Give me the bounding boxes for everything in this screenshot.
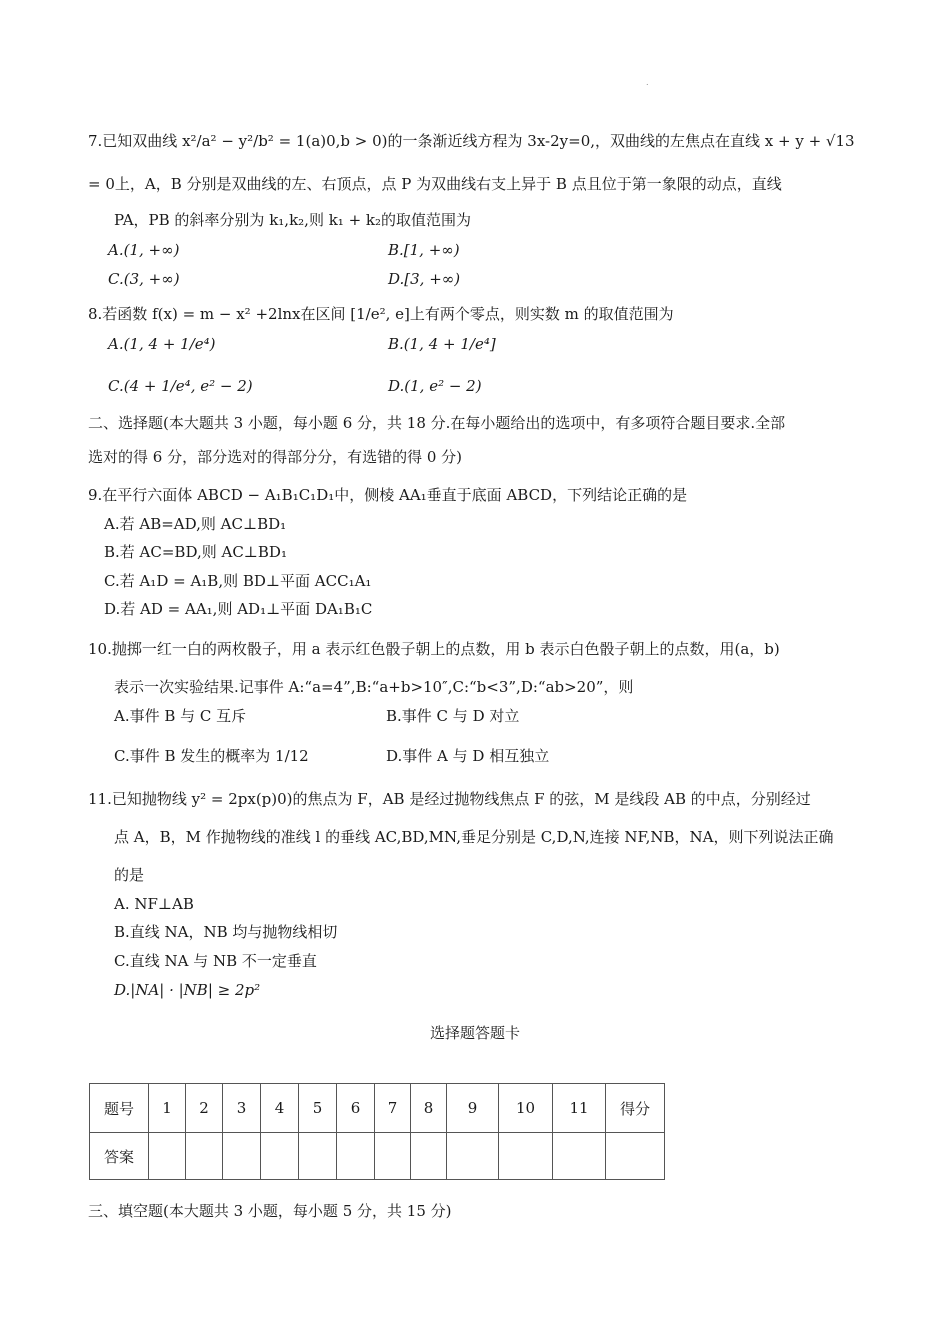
q11-line-3: 的是 <box>114 866 145 884</box>
answer-cell-11[interactable] <box>553 1133 606 1180</box>
q9-option-a: A.若 AB=AD,则 AC⊥BD₁ <box>104 515 287 533</box>
answer-card-title: 选择题答题卡 <box>429 1024 520 1042</box>
header-cell-2: 2 <box>186 1084 223 1133</box>
answer-card-table <box>89 1083 665 1180</box>
q7-option-b: B.[1, +∞) <box>388 241 460 259</box>
q8-option-d: D.(1, e² − 2) <box>388 377 482 395</box>
q9-option-b: B.若 AC=BD,则 AC⊥BD₁ <box>104 543 287 561</box>
answer-row-label: 答案 <box>90 1133 149 1180</box>
header-cell-5: 5 <box>299 1084 337 1133</box>
header-cell-11: 11 <box>553 1084 606 1133</box>
corner-mark: . <box>646 78 649 87</box>
answer-card-answer-row <box>90 1133 665 1180</box>
header-cell-7: 7 <box>375 1084 411 1133</box>
answer-cell-4[interactable] <box>261 1133 299 1180</box>
answer-cell-8[interactable] <box>411 1133 447 1180</box>
q8-option-a: A.(1, 4 + 1/e⁴) <box>108 335 216 353</box>
answer-card-header-row <box>90 1084 665 1133</box>
answer-cell-3[interactable] <box>223 1133 261 1180</box>
answer-cell-5[interactable] <box>299 1133 337 1180</box>
header-cell-10: 10 <box>499 1084 553 1133</box>
q7-option-d: D.[3, +∞) <box>388 270 461 288</box>
q7-line-2: = 0上，A，B 分别是双曲线的左、右顶点，点 P 为双曲线右支上异于 B 点且位于第一象限的动点，直线 <box>88 175 782 193</box>
q9-option-d: D.若 AD = AA₁,则 AD₁⊥平面 DA₁B₁C <box>104 600 373 618</box>
q9-option-c: C.若 A₁D = A₁B,则 BD⊥平面 ACC₁A₁ <box>104 572 372 590</box>
q11-option-b: B.直线 NA，NB 均与抛物线相切 <box>114 923 338 941</box>
header-cell-8: 8 <box>411 1084 447 1133</box>
header-cell-label: 题号 <box>90 1084 149 1133</box>
header-cell-score: 得分 <box>606 1084 665 1133</box>
q7-option-c: C.(3, +∞) <box>108 270 180 288</box>
answer-cell-10[interactable] <box>499 1133 553 1180</box>
answer-cell-7[interactable] <box>375 1133 411 1180</box>
answer-cell-2[interactable] <box>186 1133 223 1180</box>
answer-cell-9[interactable] <box>447 1133 499 1180</box>
q10-option-c: C.事件 B 发生的概率为 1/12 <box>114 747 309 765</box>
q10-line-2: 表示一次实验结果.记事件 A:“a=4”,B:“a+b>10″,C:“b<3”,D:“ab>20”，则 <box>114 678 634 696</box>
q8-option-b: B.(1, 4 + 1/e⁴] <box>388 335 496 353</box>
answer-cell-6[interactable] <box>337 1133 375 1180</box>
q7-line-3: PA，PB 的斜率分别为 k₁,k₂,则 k₁ + k₂的取值范围为 <box>114 211 472 229</box>
q11-option-a: A. NF⊥AB <box>114 895 194 913</box>
q7-option-a: A.(1, +∞) <box>108 241 180 259</box>
answer-cell-score[interactable] <box>606 1133 665 1180</box>
header-cell-4: 4 <box>261 1084 299 1133</box>
header-cell-1: 1 <box>149 1084 186 1133</box>
q11-line-2: 点 A，B，M 作抛物线的准线 l 的垂线 AC,BD,MN,垂足分别是 C,D,N,连接 NF,NB，NA，则下列说法正确 <box>114 828 834 846</box>
q10-option-a: A.事件 B 与 C 互斥 <box>114 707 247 725</box>
q8-option-c: C.(4 + 1/e⁴, e² − 2) <box>108 377 253 395</box>
q11-option-c: C.直线 NA 与 NB 不一定垂直 <box>114 952 317 970</box>
q7-line-1: 7.已知双曲线 x²/a² − y²/b² = 1(a)0,b > 0)的一条渐近线方程为 3x-2y=0,，双曲线的左焦点在直线 x + y + √13 <box>88 132 855 150</box>
section-3-heading: 三、填空题(本大题共 3 小题，每小题 5 分，共 15 分) <box>88 1202 452 1220</box>
answer-cell-1[interactable] <box>149 1133 186 1180</box>
section-2-heading: 二、选择题(本大题共 3 小题，每小题 6 分，共 18 分.在每小题给出的选项中，有多项符合题目要求.全部 <box>88 414 786 432</box>
q11-option-d: D.|NA| · |NB| ≥ 2p² <box>114 981 261 999</box>
q10-option-d: D.事件 A 与 D 相互独立 <box>386 747 550 765</box>
q9-stem: 9.在平行六面体 ABCD − A₁B₁C₁D₁中，侧棱 AA₁垂直于底面 ABCD，下列结论正确的是 <box>88 486 688 504</box>
header-cell-3: 3 <box>223 1084 261 1133</box>
header-cell-9: 9 <box>447 1084 499 1133</box>
q10-option-b: B.事件 C 与 D 对立 <box>386 707 520 725</box>
section-2-note: 选对的得 6 分，部分选对的得部分分，有选错的得 0 分) <box>88 448 463 466</box>
header-cell-6: 6 <box>337 1084 375 1133</box>
q10-line-1: 10.抛掷一红一白的两枚骰子，用 a 表示红色骰子朝上的点数，用 b 表示白色骰子朝上的点数，用(a，b) <box>88 640 780 658</box>
q8-stem: 8.若函数 f(x) = m − x² +2lnx在区间 [1/e², e]上有两个零点，则实数 m 的取值范围为 <box>88 305 674 323</box>
q11-line-1: 11.已知抛物线 y² = 2px(p)0)的焦点为 F，AB 是经过抛物线焦点 F 的弦，M 是线段 AB 的中点，分别经过 <box>88 790 811 808</box>
